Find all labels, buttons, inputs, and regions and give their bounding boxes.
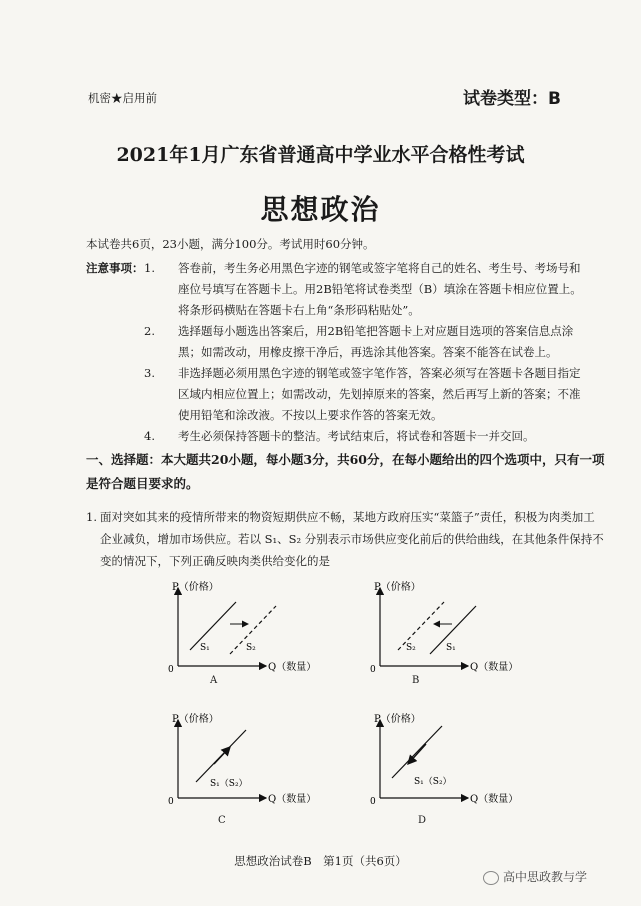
exam-title: 2021年1月广东省普通高中学业水平合格性考试: [116, 144, 525, 166]
question-1: [86, 506, 606, 572]
watermark-text: 高中思政教与学: [503, 870, 588, 884]
graph-c: [160, 712, 330, 820]
s1-label: S₁: [200, 643, 210, 653]
s1-line: [190, 602, 236, 650]
notice-item: [86, 321, 586, 363]
notice-text: 考生必须保持答题卡的整洁。考试结束后，将试卷和答题卡一并交回。: [178, 429, 535, 443]
exam-info: 本试卷共6页，23小题，满分100分。考试用时60分钟。: [86, 237, 375, 251]
notice-heading: 注意事项：: [86, 261, 144, 275]
graph-label-c: C: [218, 815, 226, 826]
move-arrow: [408, 744, 426, 764]
move-arrow: [214, 747, 230, 764]
notice-num: 3.: [144, 366, 155, 380]
paper-type: 试卷类型：B: [463, 89, 561, 109]
origin-label: 0: [168, 665, 174, 675]
s2-label: S₂: [406, 643, 416, 653]
question-text: 面对突如其来的疫情所带来的物资短期供应不畅，某地方政府压实“菜篮子”责任，积极为肉类加工企业减负，增加市场供应。若以 S₁、S₂ 分别表示市场供应变化前后的供给曲线，在其他条件保持不变的情况下，下列正确反映肉类供给变化的是: [100, 510, 604, 568]
notice-block: [86, 258, 586, 447]
wechat-icon: [483, 871, 499, 885]
graph-label-d: D: [418, 815, 427, 826]
x-axis-label: Q（数量）: [470, 794, 519, 805]
curve-label: S₁（S₂）: [414, 777, 452, 787]
origin-label: 0: [370, 665, 376, 675]
notice-text: 选择题每小题选出答案后，用2B铅笔把答题卡上对应题目选项的答案信息点涂黑；如需改动，用橡皮擦干净后，再选涂其他答案。答案不能答在试卷上。: [178, 324, 574, 359]
notice-item: [86, 426, 586, 447]
curve-label: S₁（S₂）: [210, 779, 248, 789]
page-footer: 思想政治试卷B 第1页（共6页）: [234, 854, 407, 868]
notice-text: 答卷前，考生务必用黑色字迹的钢笔或签字笔将自己的姓名、考生号、考场号和座位号填写在答题卡上。用2B铅笔将试卷类型（B）填涂在答题卡相应位置上。将条形码横贴在答题卡右上角“条形码粘贴处”。: [178, 261, 582, 317]
origin-label: 0: [370, 797, 376, 807]
s2-line: [398, 602, 444, 650]
notice-num: 2.: [144, 324, 155, 338]
graph-d: [362, 712, 532, 820]
s1-label: S₁: [446, 643, 456, 653]
y-axis-label: P（价格）: [374, 582, 421, 593]
x-axis-label: Q（数量）: [470, 662, 519, 673]
supply-line: [392, 726, 442, 778]
notice-num: 1.: [144, 261, 155, 275]
graph-a: [160, 580, 330, 688]
graph-label-a: A: [210, 675, 218, 686]
confidential-mark: 机密★启用前: [88, 91, 157, 105]
notice-num: 4.: [144, 429, 155, 443]
question-number: 1.: [86, 510, 97, 524]
x-axis-label: Q（数量）: [268, 662, 317, 673]
graph-label-b: B: [412, 675, 420, 686]
y-axis-label: P（价格）: [374, 714, 421, 725]
origin-label: 0: [168, 797, 174, 807]
y-axis-label: P（价格）: [172, 714, 219, 725]
subject-title: 思想政治: [260, 193, 381, 226]
watermark: [483, 868, 587, 885]
graph-b: [362, 580, 532, 688]
x-axis-label: Q（数量）: [268, 794, 317, 805]
notice-item: [86, 258, 586, 321]
section-heading: 一、选择题：本大题共20小题，每小题3分，共60分，在每小题给出的四个选项中，只有一项是符合题目要求的。: [86, 452, 605, 491]
s2-label: S₂: [246, 643, 256, 653]
notice-text: 非选择题必须用黑色字迹的钢笔或签字笔作答，答案必须写在答题卡各题目指定区域内相应位置上；如需改动，先划掉原来的答案，然后再写上新的答案；不准使用铅笔和涂改液。不按以上要求作答的答案无效。: [178, 366, 581, 422]
notice-item: [86, 363, 586, 426]
y-axis-label: P（价格）: [172, 582, 219, 593]
